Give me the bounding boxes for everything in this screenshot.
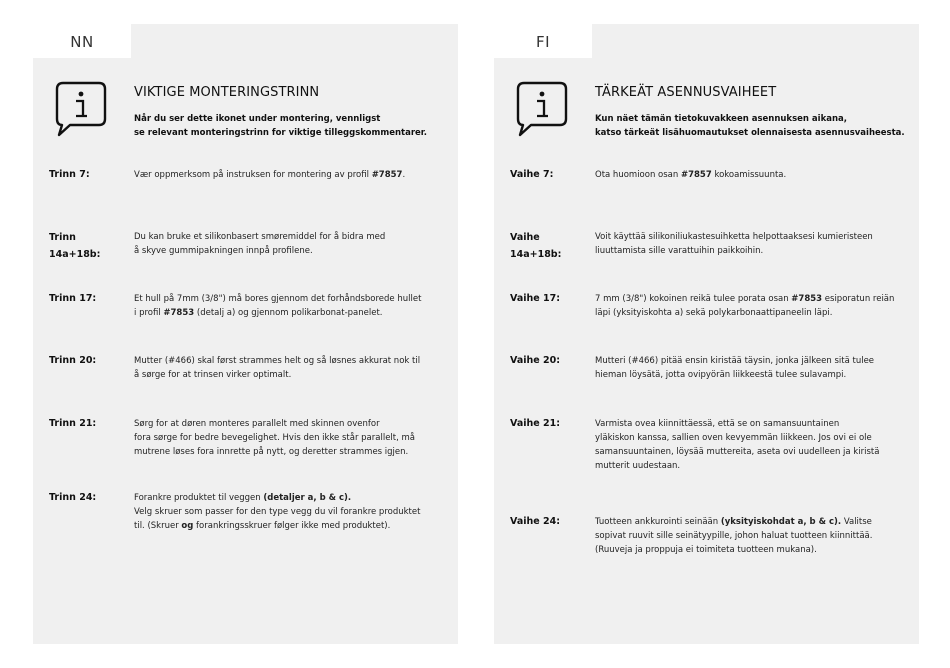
step-text-part: Du kan bruke et silikonbasert smøremiddel for å bidra med å skyve gummipakningen innpå profilene. [134,232,386,256]
step-text-emphasis: #7853 [163,308,195,318]
panel-fi [494,24,919,644]
section-subtitle: Når du ser dette ikonet under montering, vennligst se relevant monteringstrinn for viktige tilleggskommentarer. [134,114,428,138]
step-text-part: forankringsskruer følger ikke med produktet). [193,521,391,531]
step-text-part: Mutteri (#466) pitää ensin kiristää täysin, jonka jälkeen sitä tulee hieman löysätä, jotta ovipyörän liikkeestä tulee sulavampi. [595,356,875,380]
info-speech-bubble-icon [54,80,108,142]
step-text [595,168,915,182]
section-title: VIKTIGE MONTERINGSTRINN [134,85,320,100]
step-text-part: Vær oppmerksom på instruksen for montering av profil [134,170,372,180]
step-label: Vaihe 17: [510,293,561,304]
step-text [595,515,915,557]
language-tab-nn: NN [33,24,131,58]
step-text [134,417,454,459]
step-text [134,491,454,533]
step-label: Trinn 14a+18b: [49,232,101,260]
step-text [595,230,915,258]
step-text-part: Sørg for at døren monteres parallelt med skinnen ovenfor fora sørge for bedre bevegelighet. Hvis den ikke står parallelt, må mutrene løses fora innrette på nytt, og deretter strammes igjen. [134,419,416,457]
step-text-part: Forankre produktet til veggen [134,493,264,503]
step-label: Vaihe 14a+18b: [510,232,562,260]
step-text-part: Varmista ovea kiinnittäessä, että se on samansuuntainen yläkiskon kanssa, sallien oven kevyemmän liikkeen. Jos ovi ei ole samansuuntainen, löysää muttereita, aseta ovi uudelleen ja kiristä mutterit uudestaan. [595,419,880,471]
step-label: Trinn 24: [49,492,97,503]
step-text-part: esiporatun reiän läpi (yksityiskohta a) sekä polykarbonaattipaneelin läpi. [595,294,895,318]
step-text-emphasis: #7857 [680,170,712,180]
step-text-part: Voit käyttää silikoniliukastesuihketta helpottaaksesi kumieristeen liuuttamista sille varattuihin paikkoihin. [595,232,873,256]
step-text [595,417,915,473]
step-text-emphasis: #7857 [371,170,403,180]
step-text-part: (detalj a) og gjennom polikarbonat-panelet. [194,308,383,318]
step-label: Vaihe 20: [510,355,561,366]
step-text-emphasis: (yksityiskohdat a, b & c). [720,517,842,527]
step-label: Vaihe 24: [510,516,561,527]
step-text [595,354,915,382]
step-text-part: Et hull på 7mm (3/8") må bores gjennom det forhåndsborede hullet i profil [134,294,422,318]
step-text-emphasis: (detaljer a, b & c). [263,493,352,503]
step-text-emphasis: og [181,521,194,531]
language-tab-fi: FI [494,24,592,58]
step-text-part: kokoamissuunta. [711,170,787,180]
panel-nn [33,24,458,644]
step-text-part: . [402,170,406,180]
info-speech-bubble-icon [515,80,569,142]
step-label: Trinn 17: [49,293,97,304]
step-text [595,292,915,320]
step-label: Vaihe 21: [510,418,561,429]
step-label: Trinn 20: [49,355,97,366]
step-text-part: Valitse sopivat ruuvit sille seinätyypille, johon haluat tuotteen kiinnittää. (Ruuveja ja proppuja ei toimiteta tuotteen mukana). [595,517,873,555]
step-text [134,230,454,258]
section-title: TÄRKEÄT ASENNUSVAIHEET [595,85,777,100]
step-label: Trinn 21: [49,418,97,429]
step-text [134,292,454,320]
step-text [134,354,454,382]
step-text-part: Ota huomioon osan [595,170,681,180]
step-text-part: 7 mm (3/8") kokoinen reikä tulee porata osan [595,294,792,304]
step-label: Vaihe 7: [510,169,554,180]
step-text [134,168,454,182]
step-text-part: Tuotteen ankkurointi seinään [595,517,721,527]
step-text-emphasis: #7853 [791,294,823,304]
step-text-part: Velg skruer som passer for den type vegg du vil forankre produktet til. (Skruer [134,507,421,531]
section-subtitle: Kun näet tämän tietokuvakkeen asennuksen aikana, katso tärkeät lisähuomautukset olennaisesta asennusvaiheesta. [595,114,905,138]
step-label: Trinn 7: [49,169,90,180]
step-text-part: Mutter (#466) skal først strammes helt og så løsnes akkurat nok til å sørge for at trinsen virker optimalt. [134,356,421,380]
